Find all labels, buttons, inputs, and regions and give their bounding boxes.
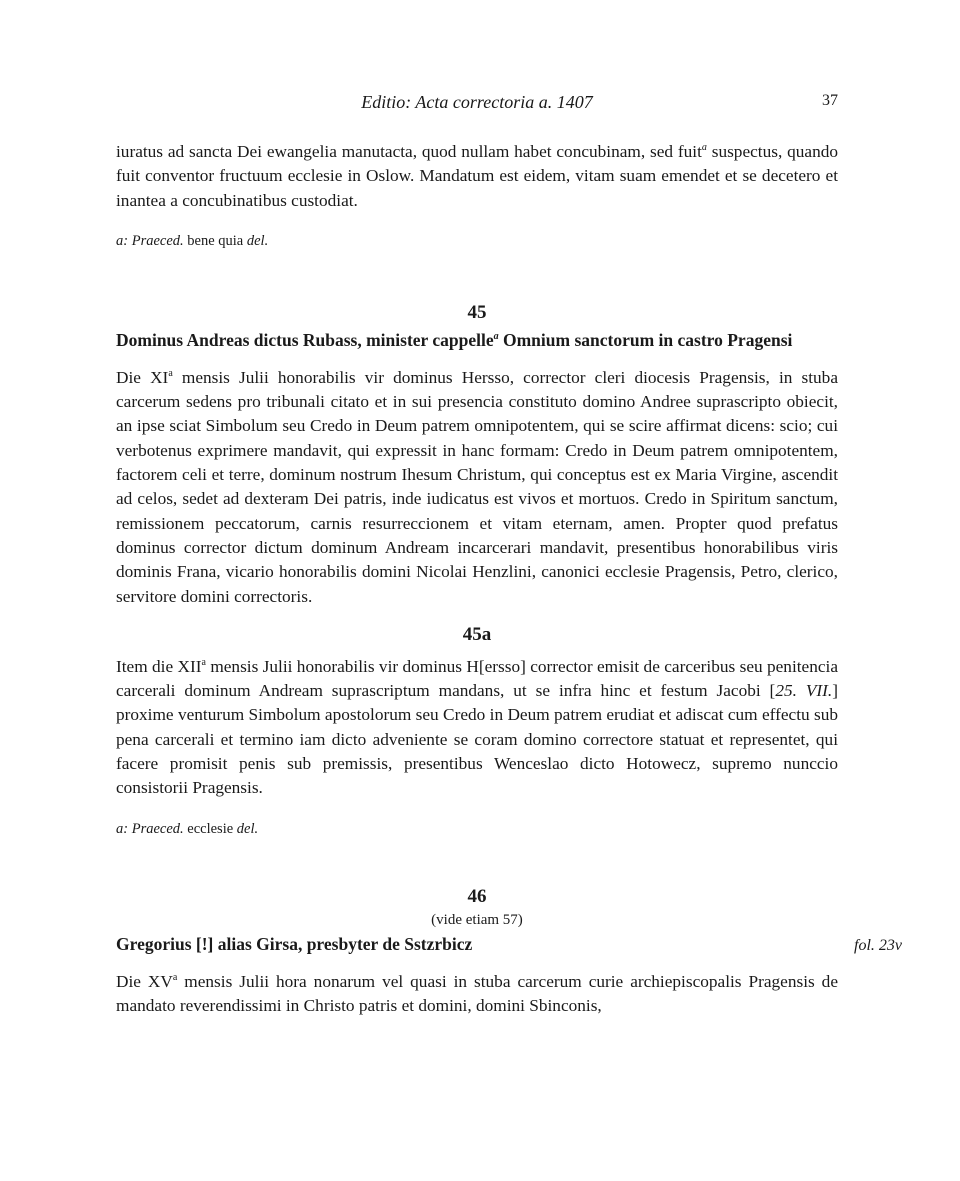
footnote-praeced: Praeced. [131, 232, 184, 249]
footnote-word: ecclesie [183, 820, 237, 837]
date-annotation: 25. VII. [775, 681, 833, 701]
footnote-45 [116, 819, 838, 839]
footnote-praeced: Praeced. [131, 820, 184, 837]
text-segment: iuratus ad sancta Dei ewangelia manutacta, quod nullam habet concubinam, sed fuit [116, 142, 702, 161]
text-segment: mensis Julii hora nonarum vel quasi in stuba carcerum curie archiepiscopalis Pragensis de mandato reverendissimi in Christo patris et domini, domini Sbinconis, [116, 971, 838, 1015]
entry-cross-reference: (vide etiam 57) [431, 911, 523, 928]
entry-45-text [116, 366, 838, 609]
entry-title-46 [116, 932, 902, 956]
footnote-label: a: [116, 232, 132, 249]
text-segment: Item die XII [116, 656, 202, 676]
footnote-marker: a [493, 331, 499, 343]
footnote-word: bene quia [183, 232, 247, 249]
running-head [116, 88, 838, 118]
entry-number-46: 46 [467, 885, 487, 907]
entry-number-45: 45 [467, 301, 487, 323]
title-text: Gregorius [!] alias Girsa, presbyter de Sstzrbicz [116, 933, 473, 954]
text-segment: suspectus, quando fuit conventor fructuum ecclesie in Oslow. Mandatum est eidem, vitam suam emendet et se decetero et inantea a concubinatibus custodiat. [116, 142, 838, 210]
title-segment: Dominus Andreas dictus Rubass, minister cappelle [116, 329, 494, 350]
text-segment: mensis Julii honorabilis vir dominus Hersso, corrector cleri diocesis Pragensis, in stuba carcerum sedens pro tribunali citato et in sui presencia constituto domino Andree suprascripto obiecit, an ipse sciat Simbolum seu Credo in Deum patrem omnipotentem, qui se scire affirmat dicens: scio; cui verbotenus exprimere mandavit, qui expressit in hanc formam: Credo in Deum patrem omnipotentem, factorem celi et terre, dominum nostrum Ihesum Christum, qui conceptus est ex Maria Virgine, ascendit ad celos, sedet ad dexteram Dei patris, inde iudicatus est vivos et mortuos. Credo in Spiritum sanctum, remissionem peccatorum, carnis resurreccionem et vitam eternam, amen. Propter quod prefatus dominus corrector dictum dominum Andream incarcerari mandavit, presentibus honorabilibus viris dominis Frana, vicario honorabilis domini Nicolai Henzlini, canonici ecclesie Pragensis, Petro, clerico, servitore domini correctoris. [116, 367, 838, 606]
entry-46-text [116, 970, 838, 1019]
entry-45a-text [116, 655, 838, 801]
footnote-marker: a [701, 142, 707, 154]
ordinal-suffix: a [168, 368, 173, 380]
page-number: 37 [822, 92, 838, 109]
footnote-label: a: [116, 820, 132, 837]
ordinal-suffix: a [201, 657, 206, 669]
running-title: Editio: Acta correctoria a. 1407 [361, 92, 593, 112]
footnote-44 [116, 231, 838, 251]
text-segment: ] proxime venturum Simbolum apostolorum seu Credo in Deum patrem erudiat et adiscat cum effectu sub pena carcerali et termino iam dicto adveniente se coram domino correctore statuat et representet, qui facere promisit penis sub premissis, presentibus Wenceslao dicto Hotowecz, supremo nunccio consistorii Pragensis. [116, 681, 838, 798]
footnote-del: del. [246, 232, 269, 249]
entry-44-text [116, 140, 838, 213]
page [116, 88, 902, 1018]
text-segment: Die XV [116, 971, 173, 991]
entry-number-45a: 45a [462, 623, 492, 645]
entry-title-45 [116, 328, 838, 352]
title-segment: Omnium sanctorum in castro Pragensi [498, 329, 793, 350]
folio-margin-note: fol. 23v [854, 936, 902, 954]
footnote-del: del. [236, 820, 259, 837]
text-segment: mensis Julii honorabilis vir dominus H[ersso] corrector emisit de carceribus seu penitencia carcerali dominum Andream suprascriptum mandans, ut se infra hinc et festum Jacobi [ [116, 656, 838, 701]
text-segment: Die XI [116, 367, 169, 387]
ordinal-suffix: a [172, 971, 178, 983]
